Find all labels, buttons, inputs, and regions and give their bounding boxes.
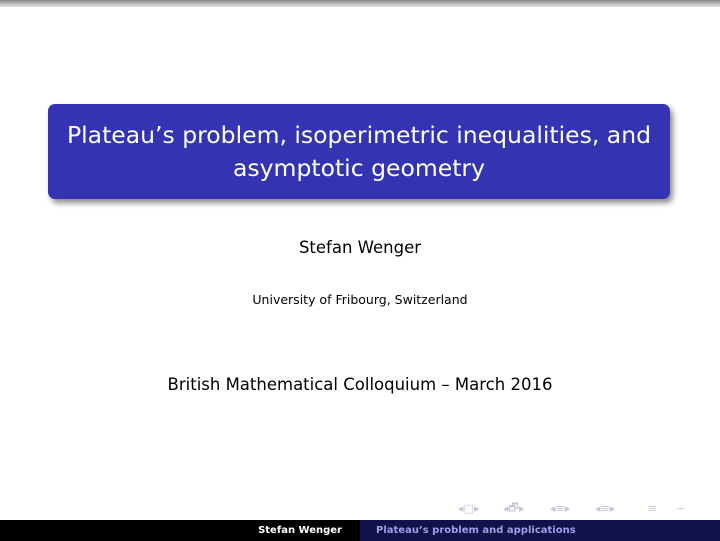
- nav-doc-prev-icon[interactable]: ◂: [595, 501, 601, 515]
- nav-subsection-next-icon[interactable]: ▸: [518, 501, 525, 515]
- nav-document-group: [595, 500, 615, 516]
- nav-appendix-group: [648, 500, 657, 516]
- nav-frame-next-icon[interactable]: ▸: [473, 501, 480, 515]
- footer-bar: [0, 520, 720, 541]
- nav-search-group: [676, 500, 685, 516]
- nav-section-icon[interactable]: ≡: [555, 501, 565, 515]
- date: British Mathematical Colloquium – March 2016: [167, 375, 553, 394]
- institute: University of Fribourg, Switzerland: [252, 292, 468, 307]
- footer-author: Stefan Wenger: [0, 520, 360, 541]
- nav-frame-icon[interactable]: □: [463, 501, 474, 515]
- nav-subsection-icon[interactable]: 🗗: [508, 500, 519, 514]
- nav-frame-group: [458, 500, 479, 516]
- title-line-1: Plateau’s problem, isoperimetric inequalities, and: [66, 120, 652, 149]
- title-box: [48, 104, 670, 199]
- title-line-2: asymptotic geometry: [233, 153, 485, 182]
- nav-subsection-group: [503, 500, 524, 516]
- nav-doc-icon[interactable]: ≡: [600, 501, 610, 515]
- nav-search-icon[interactable]: ∽: [676, 501, 686, 515]
- nav-appendix-icon[interactable]: ≡: [648, 501, 658, 515]
- nav-section-group: [550, 500, 570, 516]
- author: Stefan Wenger: [298, 238, 422, 257]
- top-rule: [0, 0, 720, 7]
- footer-short-title: Plateau’s problem and applications: [360, 520, 720, 541]
- nav-subsection-prev-icon[interactable]: ◂: [503, 501, 509, 515]
- nav-section-prev-icon[interactable]: ◂: [550, 501, 556, 515]
- nav-frame-prev-icon[interactable]: ◂: [458, 501, 464, 515]
- nav-section-next-icon[interactable]: ▸: [564, 501, 571, 515]
- nav-doc-next-icon[interactable]: ▸: [609, 501, 616, 515]
